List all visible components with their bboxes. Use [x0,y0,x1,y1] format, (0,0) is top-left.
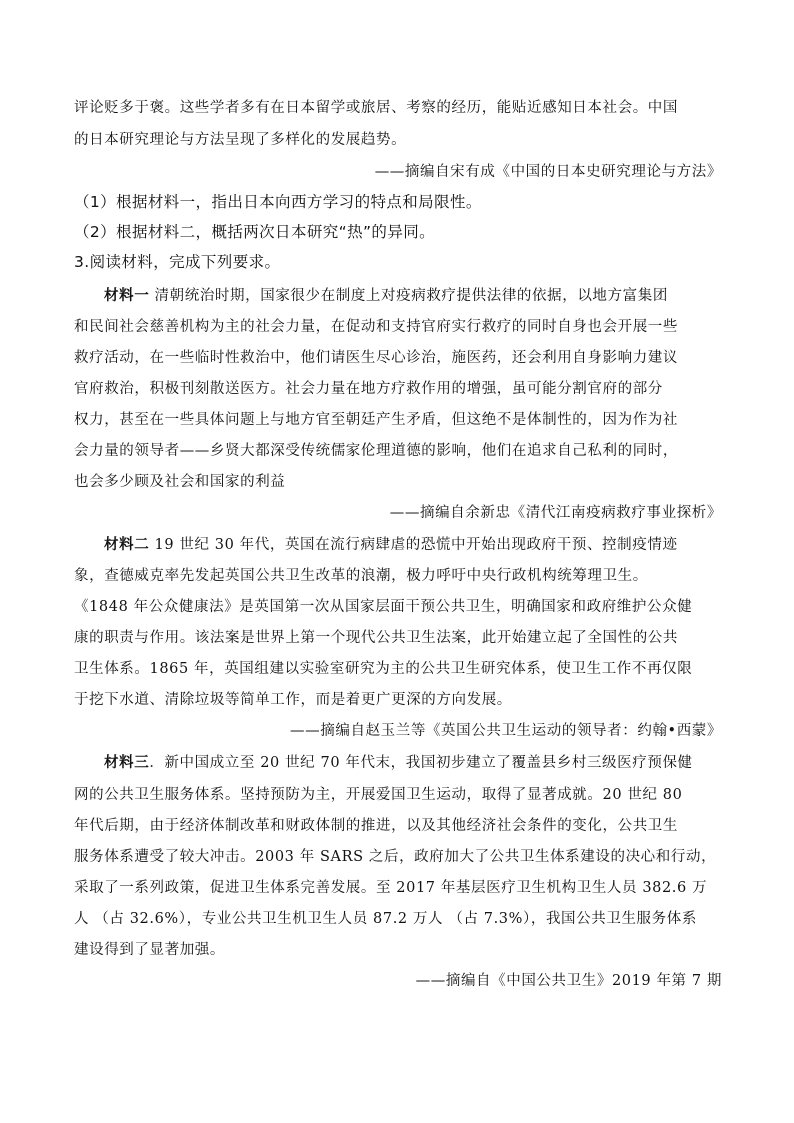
material-3-line: 服务体系遭受了较大冲击。2003 年 SARS 之后，政府加大了公共卫生体系建设的决心和行动， [74,849,717,865]
material-1-label: 材料一 [104,287,150,304]
intro-line: 的日本研究理论与方法呈现了多样化的发展趋势。 [74,132,407,148]
material-2-line: 卫生体系。1865 年，英国组建以实验室研究为主的公共卫生研究体系，使卫生工作不再仅限 [74,661,693,677]
material-2-first-line: 材料二 19 世纪 30 年代，英国在流行病肆虐的恐慌中开始出现政府干预、控制疫情迹 [104,536,678,553]
material-3-line: 采取了一系列政策，促进卫生体系完善发展。至 2017 年基层医疗卫生机构卫生人员 382.6 万 [74,880,708,896]
q3-heading: 3.阅读材料，完成下列要求。 [74,253,281,271]
material-3-line: 年代后期，由于经济体制改革和财政体制的推进，以及其他经济社会条件的变化，公共卫生 [74,818,678,834]
material-3-line: 人 （占 32.6%），专业公共卫生机卫生人员 87.2 万人 （占 7.3%），我国公共卫生服务体系 [74,911,697,927]
material-1-line: 会力量的领导者——乡贤大都深受传统儒家伦理道德的影响，他们在追求自己私利的同时， [74,443,678,459]
material-2-line: 《1848 年公众健康法》是英国第一次从国家层面干预公共卫生，明确国家和政府维护公众健 [74,599,693,615]
material-1-line: 和民间社会慈善机构为主的社会力量，在促动和支持官府实行救疗的同时自身也会开展一些 [74,319,678,335]
material-2-line: 于挖下水道、清除垃圾等简单工作，而是着更广更深的方向发展。 [74,692,512,708]
material-2-line: 康的职责与作用。该法案是世界上第一个现代公共卫生法案，此开始建立起了全国性的公共 [74,630,678,646]
material-1-line: 官府救治，积极刊刻散送医方。社会力量在地方疗救作用的增强，虽可能分割官府的部分 [74,381,663,397]
material-3-source: ——摘编自《中国公共卫生》2019 年第 7 期 [415,973,722,989]
material-2-label: 材料二 [104,536,150,553]
material-3-line: 建设得到了显著加强。 [74,942,225,958]
question-1: （1）根据材料一，指出日本向西方学习的特点和局限性。 [74,193,482,211]
material-3-line: 网的公共卫生服务体系。坚持预防为主，开展爱国卫生运动，取得了显著成就。20 世纪 80 [74,787,683,803]
material-3-label: 材料三 [104,754,150,771]
material-2-line: 象，查德威克率先发起英国公共卫生改革的浪潮，极力呼吁中央行政机构统筹理卫生。 [74,568,648,584]
intro-line: 评论贬多于褒。这些学者多有在日本留学或旅居、考察的经历，能贴近感知日本社会。中国 [74,100,678,116]
material-1-line: 也会多少顾及社会和国家的利益 [74,474,286,490]
material-1-line: 权力，甚至在一些具体问题上与地方官至朝廷产生矛盾，但这绝不是体制性的，因为作为社 [74,412,678,428]
material-2-source: ——摘编自赵玉兰等《英国公共卫生运动的领导者：约翰•西蒙》 [290,723,722,739]
intro-source: ——摘编自宋有成《中国的日本史研究理论与方法》 [374,164,722,180]
material-1-line: 救疗活动，在一些临时性救治中，他们请医生尽心诊治，施医药，还会利用自身影响力建议 [74,350,678,366]
question-2: （2）根据材料二，概括两次日本研究“热”的异同。 [74,223,436,241]
material-1-source: ——摘编自余新忠《清代江南疫病救疗事业探析》 [389,505,722,521]
material-1-first-line: 材料一 清朝统治时期，国家很少在制度上对疫病救疗提供法律的依据，以地方富集团 [104,287,668,304]
material-3-first-line: 材料三．新中国成立至 20 世纪 70 年代末，我国初步建立了覆盖县乡村三级医疗预保健 [104,754,693,771]
